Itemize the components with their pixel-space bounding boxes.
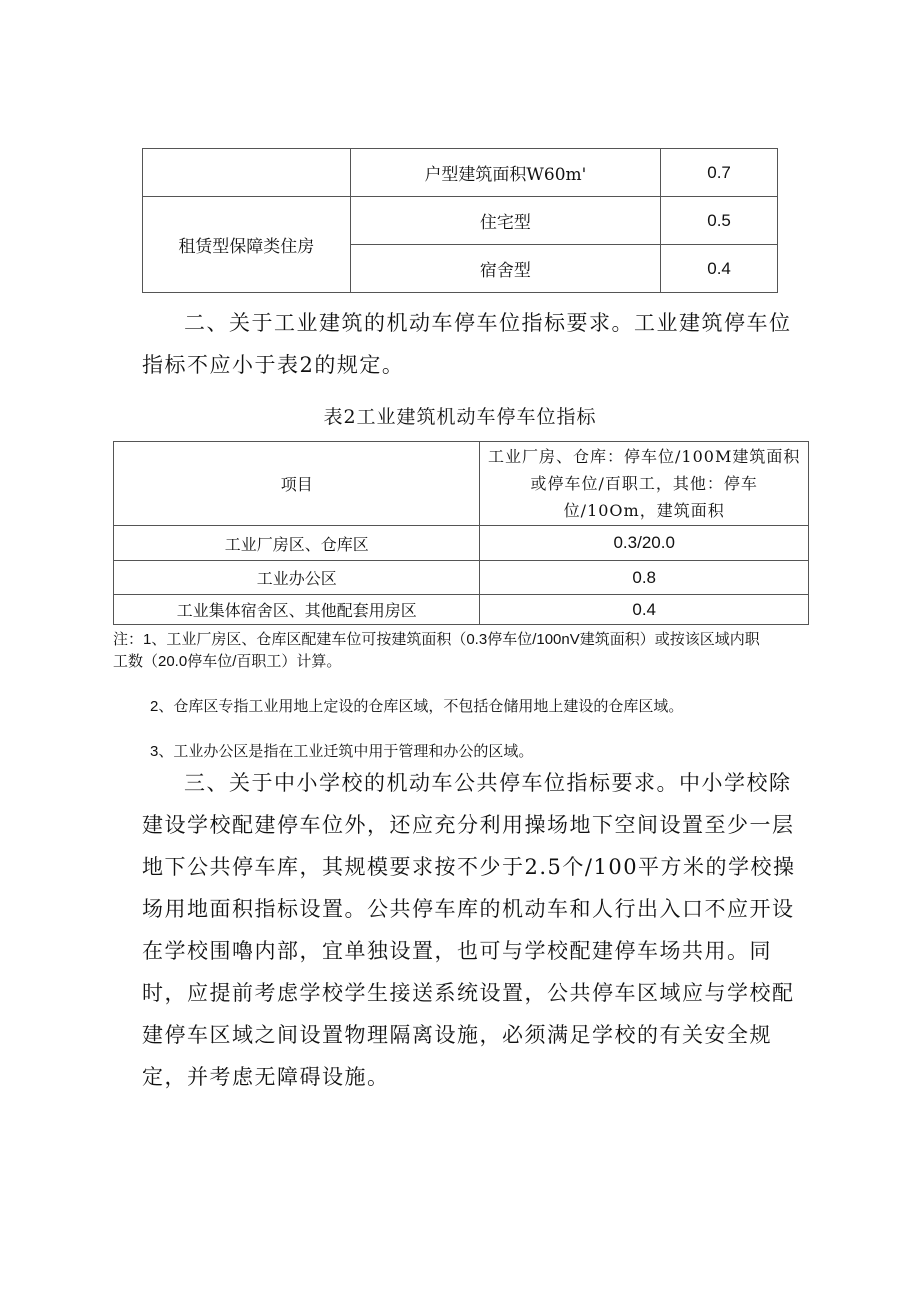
- note-2: 2、仓库区专指工业用地上定设的仓库区域，不包括仓储用地上建设的仓库区域。: [150, 698, 684, 715]
- cell-value: 0.4: [661, 245, 778, 293]
- table-row: [114, 561, 809, 595]
- note-3: 3、工业办公区是指在工业迁筑中用于管理和办公的区域。: [150, 743, 534, 760]
- cell-category: 租赁型保障类住房: [143, 197, 351, 293]
- header-value: 工业厂房、仓库：停车位/100M建筑面积或停车位/百职工，其他：停车位/10Om，建筑面积: [480, 442, 809, 526]
- cell-type: 住宅型: [350, 197, 661, 245]
- note-1: 注：1、工业厂房区、仓库区配建车位可按建筑面积（0.3停车位/100nV建筑面积）或按该区域内职工数（20.0停车位/百职工）计算。: [113, 631, 760, 670]
- table-2: [113, 441, 809, 625]
- cell-value: 0.5: [661, 197, 778, 245]
- table-row: [143, 149, 778, 197]
- cell-value: 0.8: [480, 561, 809, 595]
- table-2-caption: 表2工业建筑机动车停车位指标: [323, 406, 597, 428]
- table-header-row: [114, 442, 809, 526]
- cell-item: 工业集体宿舍区、其他配套用房区: [114, 595, 480, 625]
- table-row: [114, 595, 809, 625]
- table-1-continued: [142, 148, 778, 293]
- table-row: [143, 197, 778, 245]
- cell-value: 0.4: [480, 595, 809, 625]
- cell-item: 工业厂房区、仓库区: [114, 526, 480, 561]
- section-2-paragraph: 二、关于工业建筑的机动车停车位指标要求。工业建筑停车位指标不应小于表2的规定。: [142, 311, 792, 377]
- cell-value: 0.3/20.0: [480, 526, 809, 561]
- cell-category: [143, 149, 351, 197]
- cell-type: 宿舍型: [350, 245, 661, 293]
- section-3-paragraph: 三、关于中小学校的机动车公共停车位指标要求。中小学校除建设学校配建停车位外，还应充分利用操场地下空间设置至少一层地下公共停车库，其规模要求按不少于2.5个/100平方米的学校操场用地面积指标设置。公共停车库的机动车和人行出入口不应开设在学校围嚕内部，宜单独设置，也可与学校配建停车场共用。同时，应提前考虑学校学生接送系统设置，公共停车区域应与学校配建停车区域之间设置物理隔离设施，必须满足学校的有关安全规定，并考虑无障碍设施。: [142, 771, 796, 1089]
- header-item: 项目: [114, 442, 480, 526]
- table-row: [114, 526, 809, 561]
- cell-item: 工业办公区: [114, 561, 480, 595]
- cell-type: 户型建筑面积W60m': [350, 149, 661, 197]
- cell-value: 0.7: [661, 149, 778, 197]
